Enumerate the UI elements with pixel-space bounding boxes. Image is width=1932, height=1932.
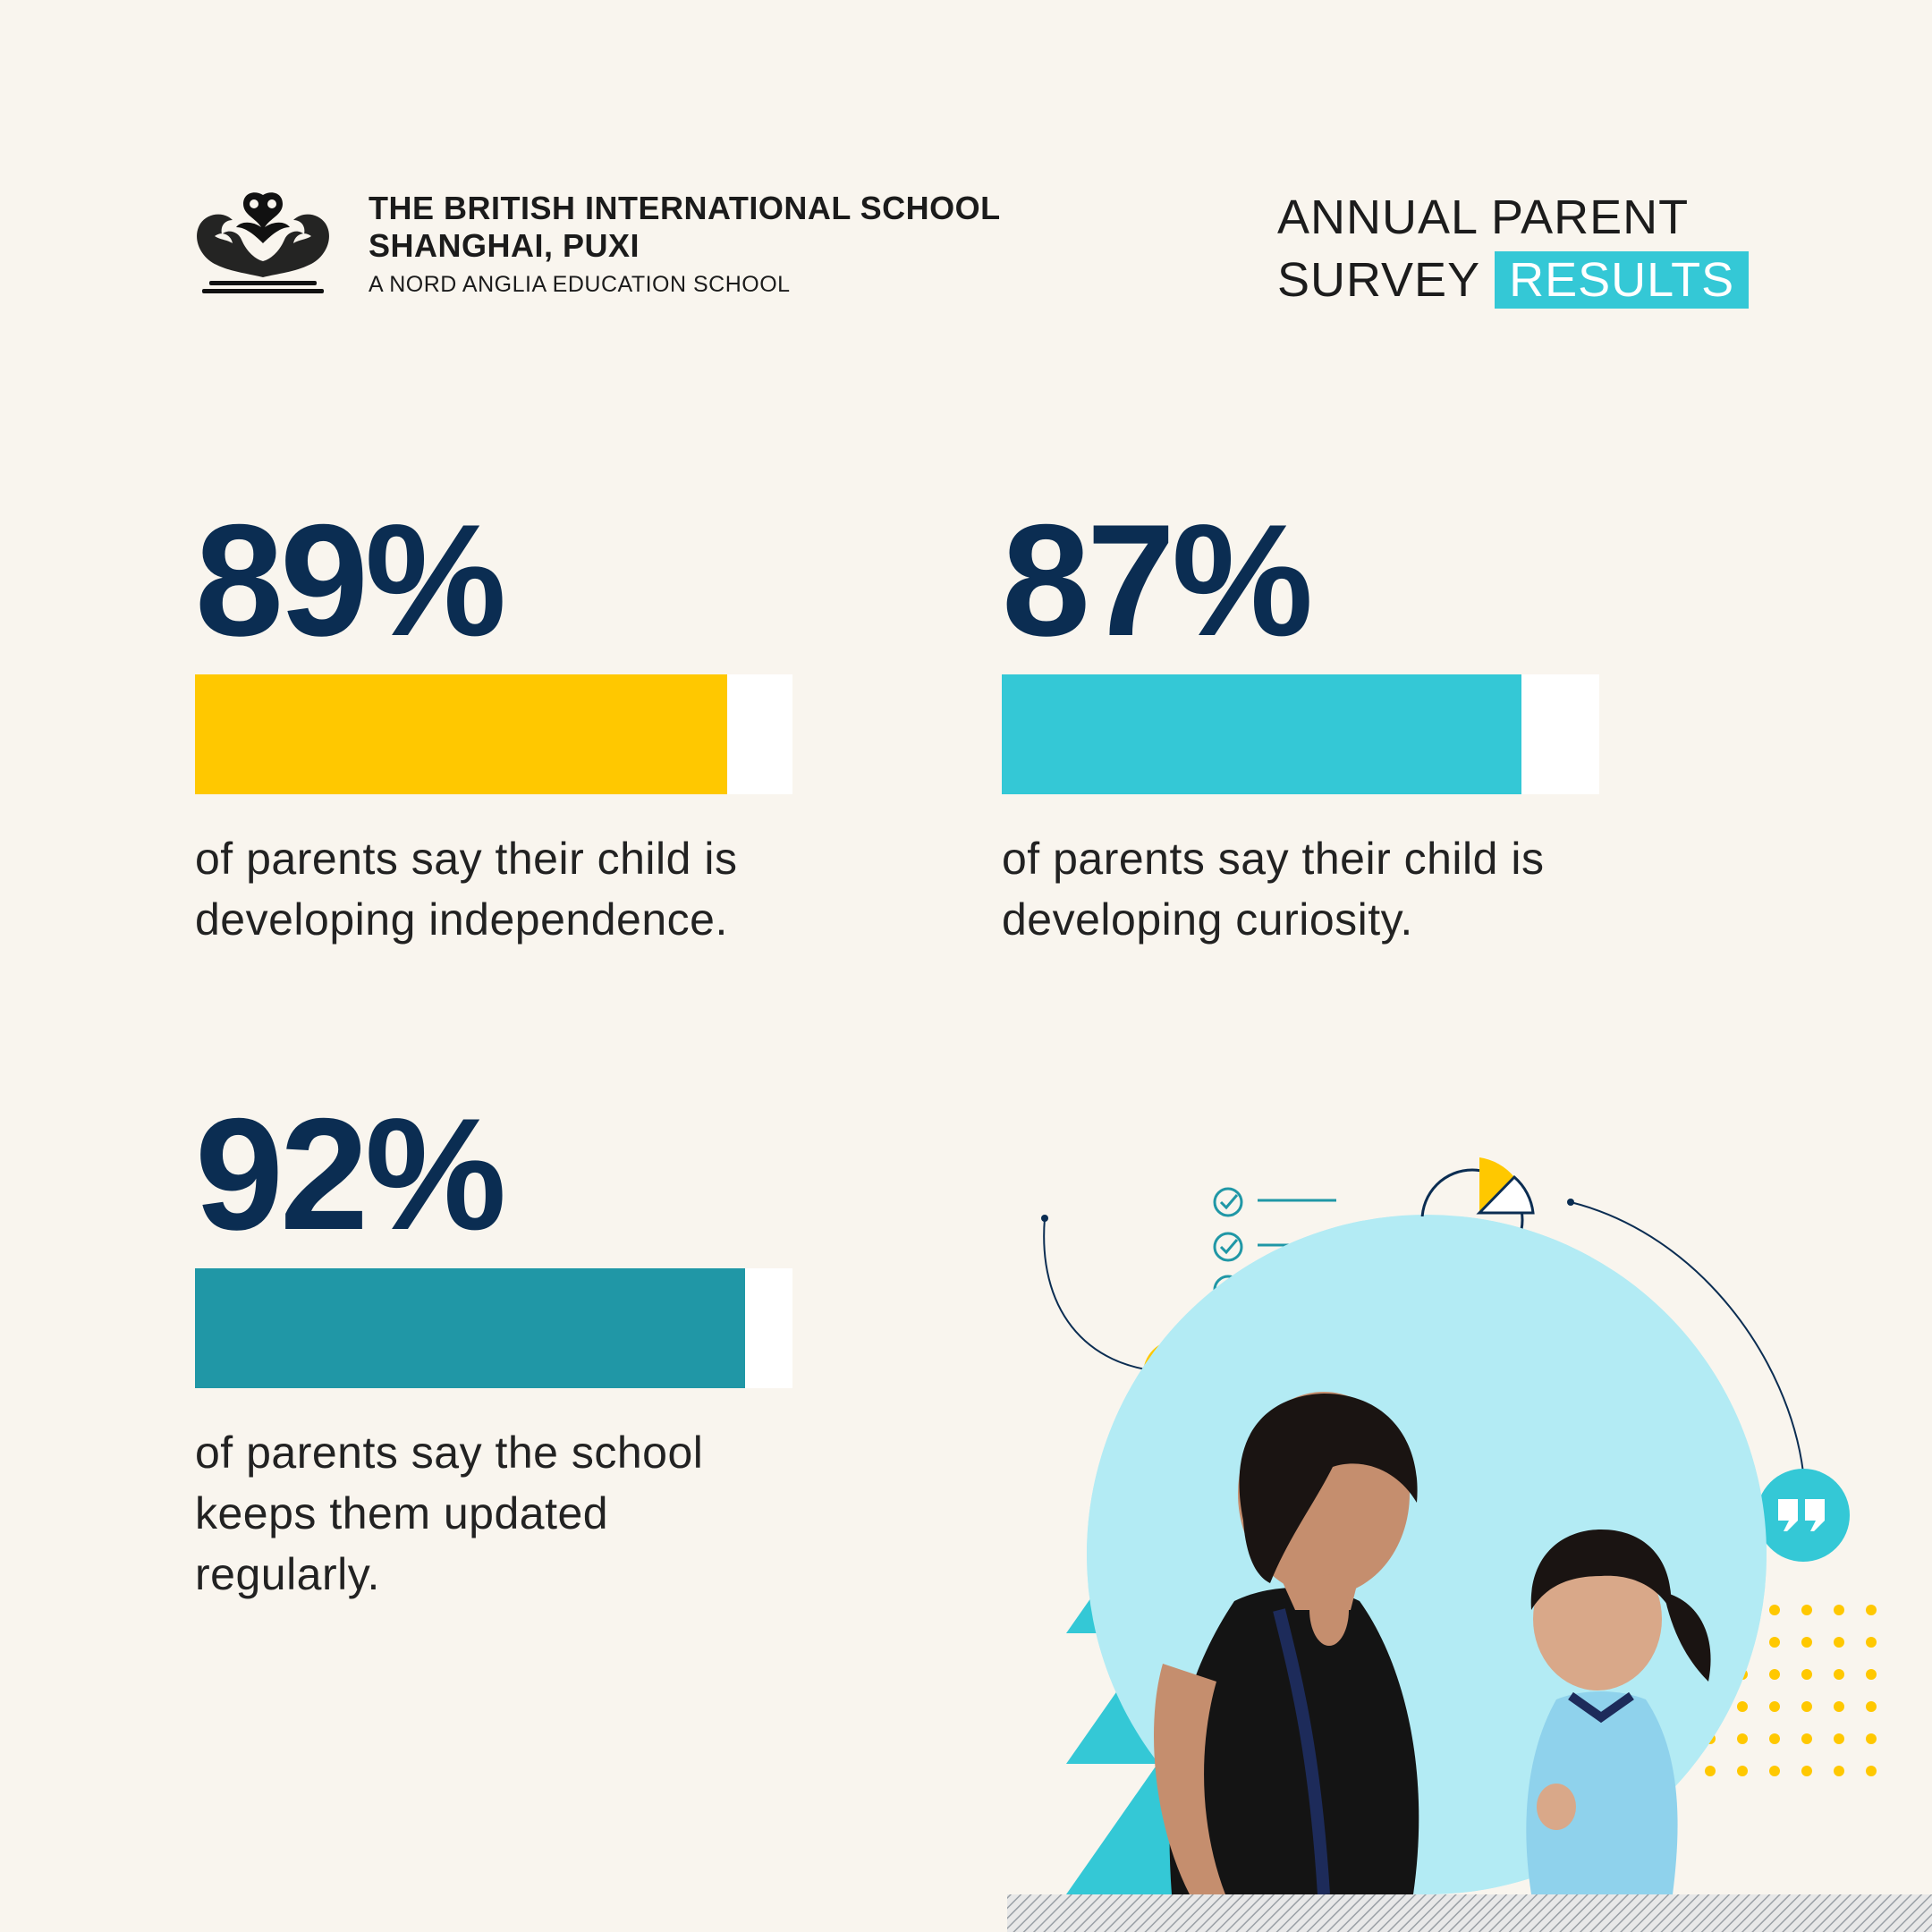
grid-dot	[1866, 1605, 1877, 1615]
hatched-strip	[1007, 1894, 1932, 1932]
caption-line2: keeps them updated	[195, 1488, 609, 1538]
grid-dot	[1737, 1766, 1748, 1776]
grid-dot	[1737, 1701, 1748, 1712]
grid-dot	[1769, 1733, 1780, 1744]
caption-line1: of parents say their child is	[195, 834, 738, 884]
grid-dot	[1801, 1766, 1812, 1776]
grid-dot	[1705, 1766, 1716, 1776]
grid-dot	[1737, 1733, 1748, 1744]
teacher-and-child-photo	[1073, 1216, 1789, 1932]
grid-dot	[1834, 1766, 1844, 1776]
caption-line2: developing independence.	[195, 894, 728, 945]
grid-dot	[1834, 1733, 1844, 1744]
grid-dot	[1801, 1733, 1812, 1744]
school-subtitle: A NORD ANGLIA EDUCATION SCHOOL	[369, 272, 791, 297]
stat-value: 87%	[1002, 491, 1310, 669]
grid-dot	[1834, 1701, 1844, 1712]
results-highlight: RESULTS	[1495, 251, 1749, 309]
grid-dot	[1834, 1669, 1844, 1680]
school-name-line2: SHANGHAI, PUXI	[369, 227, 640, 264]
grid-dot	[1769, 1701, 1780, 1712]
grid-dot	[1834, 1637, 1844, 1648]
grid-dot	[1866, 1766, 1877, 1776]
stat-value: 89%	[195, 491, 504, 669]
grid-dot	[1769, 1605, 1780, 1615]
grid-dot	[1834, 1605, 1844, 1615]
grid-dot	[1866, 1733, 1877, 1744]
grid-dot	[1769, 1766, 1780, 1776]
school-name-line1: THE BRITISH INTERNATIONAL SCHOOL	[369, 190, 1001, 226]
caption-line3: regularly.	[195, 1549, 380, 1599]
grid-dot	[1769, 1637, 1780, 1648]
survey-title-line2: SURVEY	[1277, 253, 1481, 307]
grid-dot	[1866, 1669, 1877, 1680]
grid-dot	[1801, 1669, 1812, 1680]
grid-dot	[1801, 1637, 1812, 1648]
caption-line1: of parents say the school	[195, 1428, 704, 1478]
survey-title-line1: ANNUAL PARENT	[1277, 191, 1690, 244]
grid-dot	[1866, 1701, 1877, 1712]
grid-dot	[1801, 1605, 1812, 1615]
stat-value: 92%	[195, 1085, 504, 1263]
grid-dot	[1866, 1637, 1877, 1648]
grid-dot	[1801, 1701, 1812, 1712]
grid-dot	[1769, 1669, 1780, 1680]
caption-line2: developing curiosity.	[1002, 894, 1413, 945]
caption-line1: of parents say their child is	[1002, 834, 1545, 884]
